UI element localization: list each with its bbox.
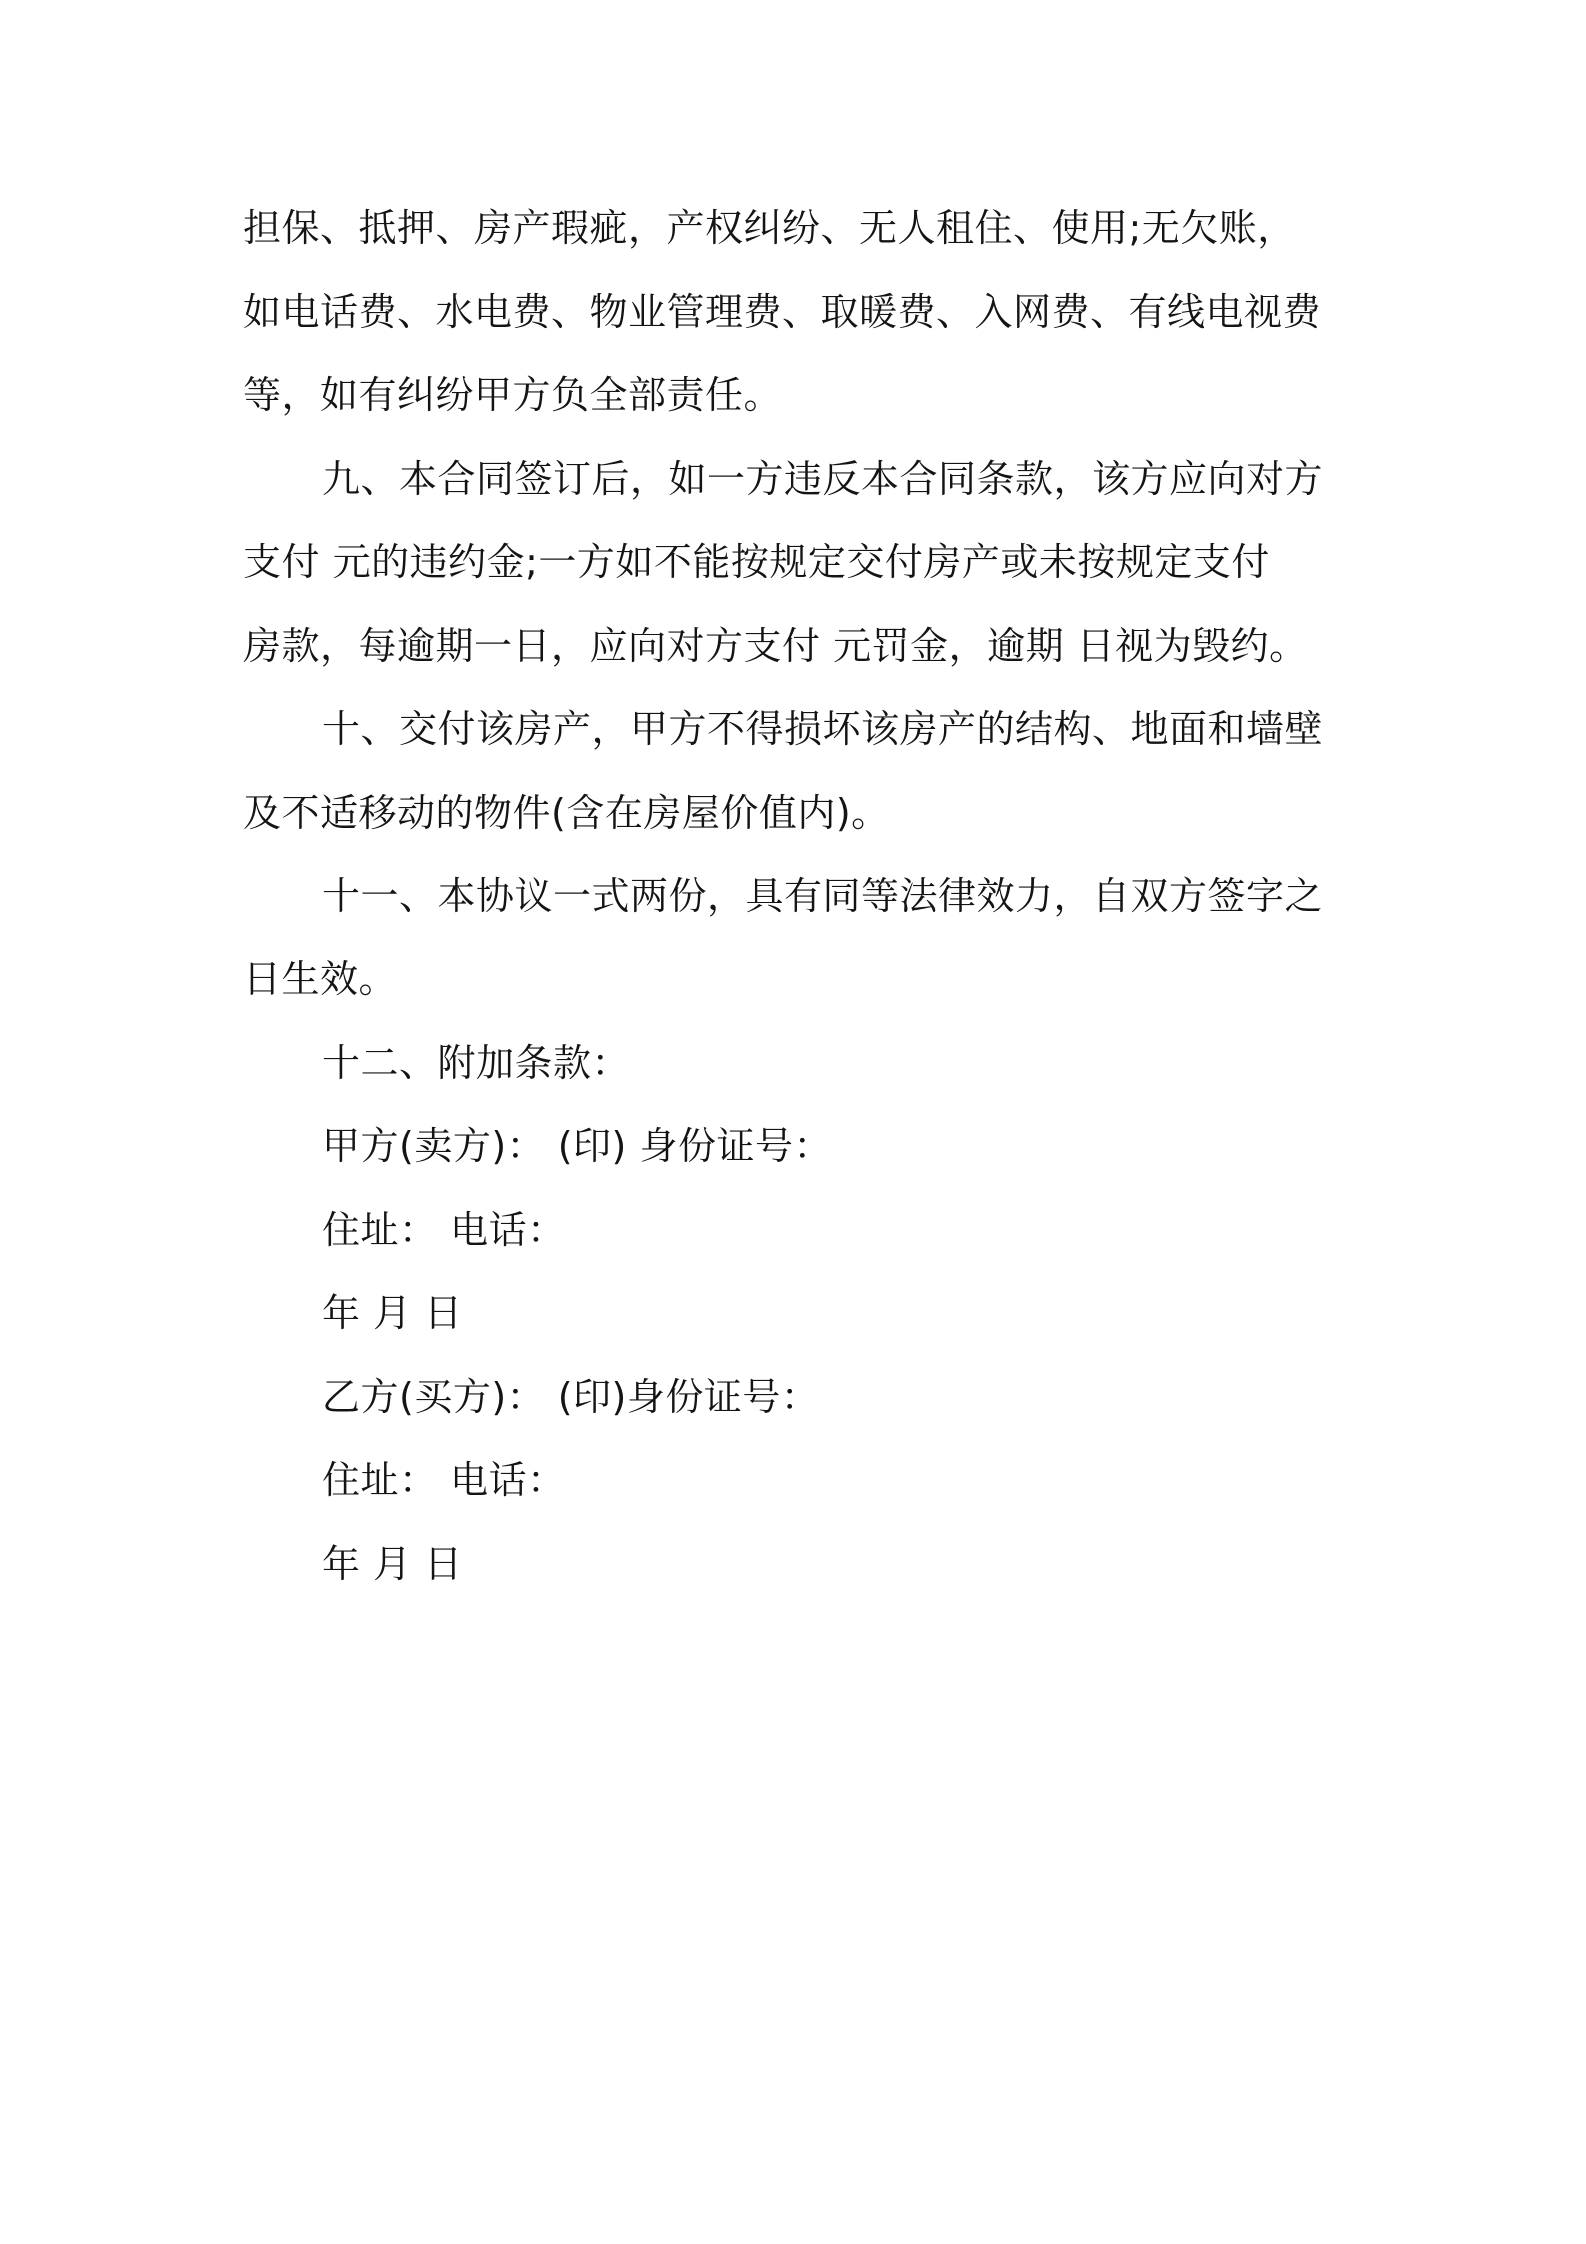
clause-12-heading: 十二、附加条款： [322,1041,631,1085]
party-a-signature: 甲方(卖方)： (印) 身份证号： [322,1124,832,1168]
party-a-date: 年 月 日 [322,1291,463,1335]
party-b-contact: 住址： 电话： [322,1458,566,1502]
clause-10-line-1: 十、交付该房产，甲方不得损坏该房产的结构、地面和墙壁 [322,707,1324,751]
text-line-1: 担保、抵押、房产瑕疵，产权纠纷、无人租住、使用;无欠账， [243,206,1296,250]
clause-11-line-2: 日生效。 [243,957,398,1001]
clause-10-line-2: 及不适移动的物件(含在房屋价值内)。 [243,791,890,835]
clause-9-line-1: 九、本合同签订后，如一方违反本合同条款，该方应向对方 [322,457,1324,501]
party-b-date: 年 月 日 [322,1542,463,1586]
party-a-contact: 住址： 电话： [322,1208,566,1252]
clause-9-line-3: 房款，每逾期一日，应向对方支付 元罚金，逾期 日视为毁约。 [243,624,1308,668]
clause-9-line-2: 支付 元的违约金;一方如不能按规定交付房产或未按规定支付 [243,540,1270,584]
text-line-2: 如电话费、水电费、物业管理费、取暖费、入网费、有线电视费 [243,290,1322,334]
clause-11-line-1: 十一、本协议一式两份，具有同等法律效力，自双方签字之 [322,874,1324,918]
party-b-signature: 乙方(买方)： (印)身份证号： [322,1375,820,1419]
text-line-3: 等，如有纠纷甲方负全部责任。 [243,373,783,417]
